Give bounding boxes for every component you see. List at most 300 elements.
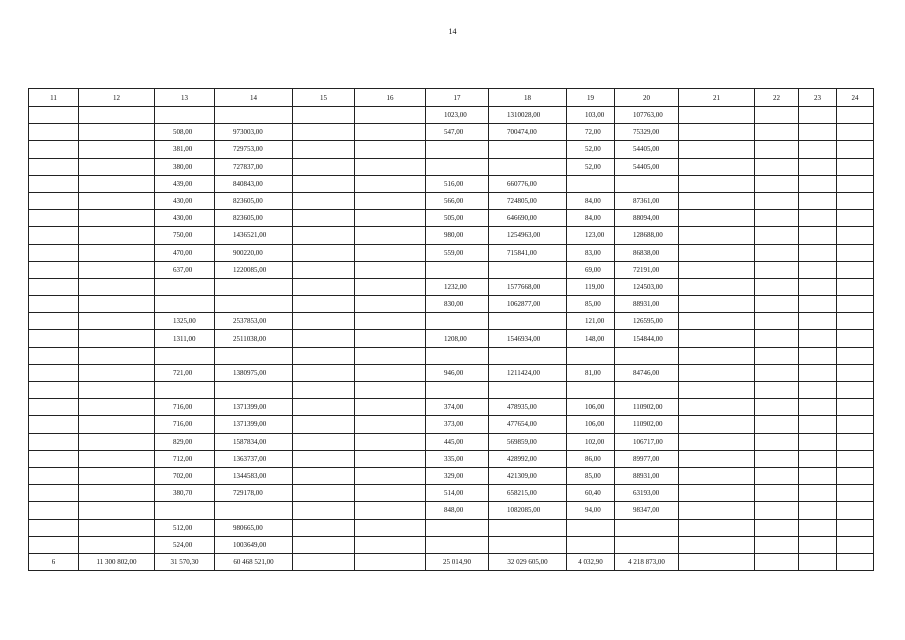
data-table (28, 88, 874, 571)
table-cell (355, 330, 426, 347)
table-cell (755, 416, 799, 433)
table-cell (837, 107, 874, 124)
table-cell: 88931,00 (615, 467, 679, 484)
column-header: 11 (29, 89, 79, 107)
table-cell: 126595,00 (615, 313, 679, 330)
table-cell (426, 382, 489, 399)
table-cell: 477654,00 (489, 416, 567, 433)
table-cell (679, 158, 755, 175)
table-cell: 637,00 (155, 261, 215, 278)
table-cell (355, 227, 426, 244)
table-cell (755, 278, 799, 295)
table-cell: 380,70 (155, 485, 215, 502)
table-cell (837, 141, 874, 158)
table-cell (489, 347, 567, 364)
table-cell: 980665,00 (215, 519, 293, 536)
table-cell: 428992,00 (489, 450, 567, 467)
column-header: 19 (567, 89, 615, 107)
table-cell (837, 296, 874, 313)
table-cell (755, 399, 799, 416)
table-cell (799, 519, 837, 536)
table-cell (837, 124, 874, 141)
table-cell (837, 158, 874, 175)
table-cell (293, 433, 355, 450)
table-cell: 508,00 (155, 124, 215, 141)
table-cell (29, 261, 79, 278)
column-header: 18 (489, 89, 567, 107)
table-cell (799, 330, 837, 347)
table-cell (615, 175, 679, 192)
table-cell (799, 364, 837, 381)
table-cell (679, 519, 755, 536)
table-row (29, 450, 874, 467)
column-header: 15 (293, 89, 355, 107)
total-cell (293, 553, 355, 570)
table-cell (355, 433, 426, 450)
table-cell: 102,00 (567, 433, 615, 450)
table-cell: 524,00 (155, 536, 215, 553)
table-cell: 81,00 (567, 364, 615, 381)
table-cell: 516,00 (426, 175, 489, 192)
table-cell (755, 227, 799, 244)
table-cell (155, 502, 215, 519)
table-row (29, 261, 874, 278)
table-cell (79, 261, 155, 278)
table-cell: 84,00 (567, 210, 615, 227)
table-cell (679, 107, 755, 124)
table-cell: 381,00 (155, 141, 215, 158)
table-cell (293, 450, 355, 467)
table-cell (293, 536, 355, 553)
table-cell: 75329,00 (615, 124, 679, 141)
table-cell (355, 192, 426, 209)
table-cell (755, 141, 799, 158)
table-cell (679, 278, 755, 295)
table-cell (79, 416, 155, 433)
table-cell (567, 382, 615, 399)
table-cell: 823605,00 (215, 210, 293, 227)
column-header: 16 (355, 89, 426, 107)
table-cell: 86838,00 (615, 244, 679, 261)
table-cell (293, 502, 355, 519)
table-cell (567, 519, 615, 536)
table-cell (293, 192, 355, 209)
table-cell (755, 536, 799, 553)
total-cell (355, 553, 426, 570)
table-cell: 716,00 (155, 399, 215, 416)
table-cell (29, 313, 79, 330)
table-cell: 1363737,00 (215, 450, 293, 467)
table-cell (679, 192, 755, 209)
table-cell (79, 244, 155, 261)
table-cell: 373,00 (426, 416, 489, 433)
table-cell (799, 107, 837, 124)
table-cell: 1232,00 (426, 278, 489, 295)
table-cell: 1371399,00 (215, 399, 293, 416)
table-cell: 848,00 (426, 502, 489, 519)
table-cell (426, 536, 489, 553)
table-cell (837, 210, 874, 227)
table-cell (293, 124, 355, 141)
column-header: 17 (426, 89, 489, 107)
table-cell: 1310028,00 (489, 107, 567, 124)
table-cell (293, 485, 355, 502)
table-cell (799, 382, 837, 399)
table-cell: 1254963,00 (489, 227, 567, 244)
table-cell: 1546934,00 (489, 330, 567, 347)
table-cell: 1344583,00 (215, 467, 293, 484)
table-cell (489, 536, 567, 553)
table-cell (679, 536, 755, 553)
table-cell (355, 485, 426, 502)
table-cell: 569859,00 (489, 433, 567, 450)
table-cell: 702,00 (155, 467, 215, 484)
table-cell: 88931,00 (615, 296, 679, 313)
table-cell: 712,00 (155, 450, 215, 467)
table-cell: 840843,00 (215, 175, 293, 192)
table-cell (355, 416, 426, 433)
table-cell (679, 450, 755, 467)
table-cell: 2511038,00 (215, 330, 293, 347)
table-cell (799, 416, 837, 433)
table-cell (29, 416, 79, 433)
table-cell (79, 450, 155, 467)
table-row (29, 158, 874, 175)
table-row (29, 347, 874, 364)
table-cell: 106,00 (567, 416, 615, 433)
column-header: 23 (799, 89, 837, 107)
table-cell (215, 107, 293, 124)
table-cell (799, 467, 837, 484)
table-cell (679, 227, 755, 244)
table-cell (79, 519, 155, 536)
table-cell (29, 244, 79, 261)
header-row (29, 89, 874, 107)
table-row (29, 416, 874, 433)
table-cell (489, 519, 567, 536)
table-cell: 335,00 (426, 450, 489, 467)
table-cell (679, 364, 755, 381)
table-cell (799, 175, 837, 192)
table-cell: 72191,00 (615, 261, 679, 278)
table-row (29, 210, 874, 227)
table-row (29, 536, 874, 553)
table-cell (215, 502, 293, 519)
table-cell: 430,00 (155, 210, 215, 227)
table-cell: 1082085,00 (489, 502, 567, 519)
table-cell (355, 141, 426, 158)
table-cell (29, 124, 79, 141)
table-cell (755, 313, 799, 330)
table-cell: 1220085,00 (215, 261, 293, 278)
table-cell (79, 536, 155, 553)
table-cell: 1003649,00 (215, 536, 293, 553)
table-cell (355, 502, 426, 519)
table-cell: 85,00 (567, 296, 615, 313)
table-cell (679, 124, 755, 141)
column-header: 13 (155, 89, 215, 107)
table-cell (355, 519, 426, 536)
table-cell (799, 450, 837, 467)
table-cell (489, 382, 567, 399)
table-cell: 1325,00 (155, 313, 215, 330)
table-cell (755, 330, 799, 347)
table-row (29, 124, 874, 141)
page-number: 14 (448, 27, 457, 36)
table-cell (79, 175, 155, 192)
table-cell: 52,00 (567, 158, 615, 175)
table-cell (567, 536, 615, 553)
table-cell (155, 347, 215, 364)
table-cell (426, 158, 489, 175)
table-cell (79, 330, 155, 347)
table-cell (29, 107, 79, 124)
table-cell (79, 210, 155, 227)
table-cell (29, 227, 79, 244)
table-cell (355, 244, 426, 261)
table-cell: 374,00 (426, 399, 489, 416)
table-cell (489, 158, 567, 175)
table-cell: 646690,00 (489, 210, 567, 227)
total-cell (755, 553, 799, 570)
table-cell (837, 278, 874, 295)
table-cell (215, 347, 293, 364)
total-cell: 60 468 521,00 (215, 553, 293, 570)
table-cell: 829,00 (155, 433, 215, 450)
table-cell (79, 485, 155, 502)
column-header: 21 (679, 89, 755, 107)
table-cell: 54405,00 (615, 141, 679, 158)
table-cell (355, 158, 426, 175)
table-cell (755, 107, 799, 124)
table-row (29, 502, 874, 519)
table-cell (293, 347, 355, 364)
table-cell (29, 536, 79, 553)
table-cell (837, 175, 874, 192)
table-cell (799, 141, 837, 158)
table-row (29, 141, 874, 158)
table-cell (355, 107, 426, 124)
table-cell (155, 278, 215, 295)
table-cell (679, 313, 755, 330)
table-cell (79, 107, 155, 124)
total-cell: 31 570,30 (155, 553, 215, 570)
table-row (29, 519, 874, 536)
table-cell (29, 502, 79, 519)
table-cell (755, 519, 799, 536)
table-cell (679, 467, 755, 484)
total-row (29, 553, 874, 570)
table-cell (837, 450, 874, 467)
table-cell (837, 227, 874, 244)
table-cell (29, 141, 79, 158)
table-cell (293, 278, 355, 295)
column-header: 12 (79, 89, 155, 107)
table-cell (799, 399, 837, 416)
table-cell: 946,00 (426, 364, 489, 381)
table-cell (293, 416, 355, 433)
table-cell (29, 192, 79, 209)
table-cell: 700474,00 (489, 124, 567, 141)
table-cell (679, 141, 755, 158)
table-cell: 900220,00 (215, 244, 293, 261)
table-cell (79, 313, 155, 330)
table-cell (755, 433, 799, 450)
table-cell: 52,00 (567, 141, 615, 158)
table-cell: 123,00 (567, 227, 615, 244)
table-cell (837, 313, 874, 330)
table-cell: 87361,00 (615, 192, 679, 209)
table-cell (837, 192, 874, 209)
table-cell (837, 536, 874, 553)
table-cell: 445,00 (426, 433, 489, 450)
table-cell (567, 175, 615, 192)
table-cell (29, 210, 79, 227)
table-cell: 1587834,00 (215, 433, 293, 450)
table-cell (679, 296, 755, 313)
table-row (29, 278, 874, 295)
column-header: 24 (837, 89, 874, 107)
total-cell: 32 029 605,00 (489, 553, 567, 570)
table-cell (79, 364, 155, 381)
table-cell (799, 261, 837, 278)
table-cell: 1062877,00 (489, 296, 567, 313)
table-cell: 660776,00 (489, 175, 567, 192)
table-cell: 63193,00 (615, 485, 679, 502)
table-cell: 1371399,00 (215, 416, 293, 433)
table-cell (293, 296, 355, 313)
table-cell (799, 192, 837, 209)
table-cell (293, 519, 355, 536)
table-cell (799, 158, 837, 175)
table-cell: 88094,00 (615, 210, 679, 227)
table-cell (755, 364, 799, 381)
table-cell (679, 330, 755, 347)
table-cell (79, 347, 155, 364)
table-cell (615, 347, 679, 364)
table-cell (679, 175, 755, 192)
table-cell: 128688,00 (615, 227, 679, 244)
table-cell: 830,00 (426, 296, 489, 313)
table-cell (29, 382, 79, 399)
total-cell (799, 553, 837, 570)
table-row (29, 467, 874, 484)
table-row (29, 330, 874, 347)
table-cell (755, 261, 799, 278)
table-cell (837, 364, 874, 381)
total-cell: 4 032,90 (567, 553, 615, 570)
table-cell: 1380975,00 (215, 364, 293, 381)
table-cell (755, 450, 799, 467)
table-cell (799, 210, 837, 227)
table-cell (29, 485, 79, 502)
table-cell (837, 485, 874, 502)
table-cell: 154844,00 (615, 330, 679, 347)
table-cell: 1436521,00 (215, 227, 293, 244)
table-cell (755, 502, 799, 519)
table-cell (755, 382, 799, 399)
table-cell (799, 313, 837, 330)
table-cell: 98347,00 (615, 502, 679, 519)
table-cell (755, 210, 799, 227)
table-cell: 60,40 (567, 485, 615, 502)
table-cell: 1311,00 (155, 330, 215, 347)
table-cell (355, 364, 426, 381)
table-cell: 1023,00 (426, 107, 489, 124)
table-cell (29, 450, 79, 467)
column-header: 20 (615, 89, 679, 107)
table-cell: 750,00 (155, 227, 215, 244)
table-cell: 980,00 (426, 227, 489, 244)
table-cell: 514,00 (426, 485, 489, 502)
table-cell (79, 124, 155, 141)
table-cell (837, 347, 874, 364)
table-cell: 329,00 (426, 467, 489, 484)
table-row (29, 107, 874, 124)
table-cell: 69,00 (567, 261, 615, 278)
table-cell (79, 399, 155, 416)
table-cell: 121,00 (567, 313, 615, 330)
table-cell: 110902,00 (615, 416, 679, 433)
table-cell (755, 347, 799, 364)
table-row (29, 313, 874, 330)
table-cell (79, 467, 155, 484)
table-cell (293, 107, 355, 124)
table-cell (567, 347, 615, 364)
table-cell: 107763,00 (615, 107, 679, 124)
table-cell (29, 330, 79, 347)
table-cell (155, 107, 215, 124)
table-cell (837, 244, 874, 261)
table-cell (29, 364, 79, 381)
table-cell (679, 261, 755, 278)
table-cell (799, 433, 837, 450)
table-row (29, 433, 874, 450)
table-cell (799, 296, 837, 313)
total-cell: 25 014,90 (426, 553, 489, 570)
table-cell (679, 433, 755, 450)
table-cell: 54405,00 (615, 158, 679, 175)
table-cell (155, 296, 215, 313)
table-cell (799, 244, 837, 261)
table-cell (426, 141, 489, 158)
table-cell (837, 330, 874, 347)
table-cell (799, 227, 837, 244)
table-cell (293, 313, 355, 330)
table-cell: 421309,00 (489, 467, 567, 484)
table-cell (355, 450, 426, 467)
table-cell: 430,00 (155, 192, 215, 209)
table-cell: 106717,00 (615, 433, 679, 450)
table-cell: 84,00 (567, 192, 615, 209)
table-cell (293, 158, 355, 175)
table-cell (79, 433, 155, 450)
table-cell (29, 467, 79, 484)
table-cell (679, 244, 755, 261)
table-cell (355, 210, 426, 227)
table-cell: 727837,00 (215, 158, 293, 175)
table-cell: 559,00 (426, 244, 489, 261)
table-row (29, 192, 874, 209)
table-cell (293, 364, 355, 381)
table-cell (293, 399, 355, 416)
table-cell (837, 433, 874, 450)
table-cell (79, 192, 155, 209)
table-cell: 106,00 (567, 399, 615, 416)
table-cell: 85,00 (567, 467, 615, 484)
table-cell (679, 210, 755, 227)
table-cell (293, 382, 355, 399)
